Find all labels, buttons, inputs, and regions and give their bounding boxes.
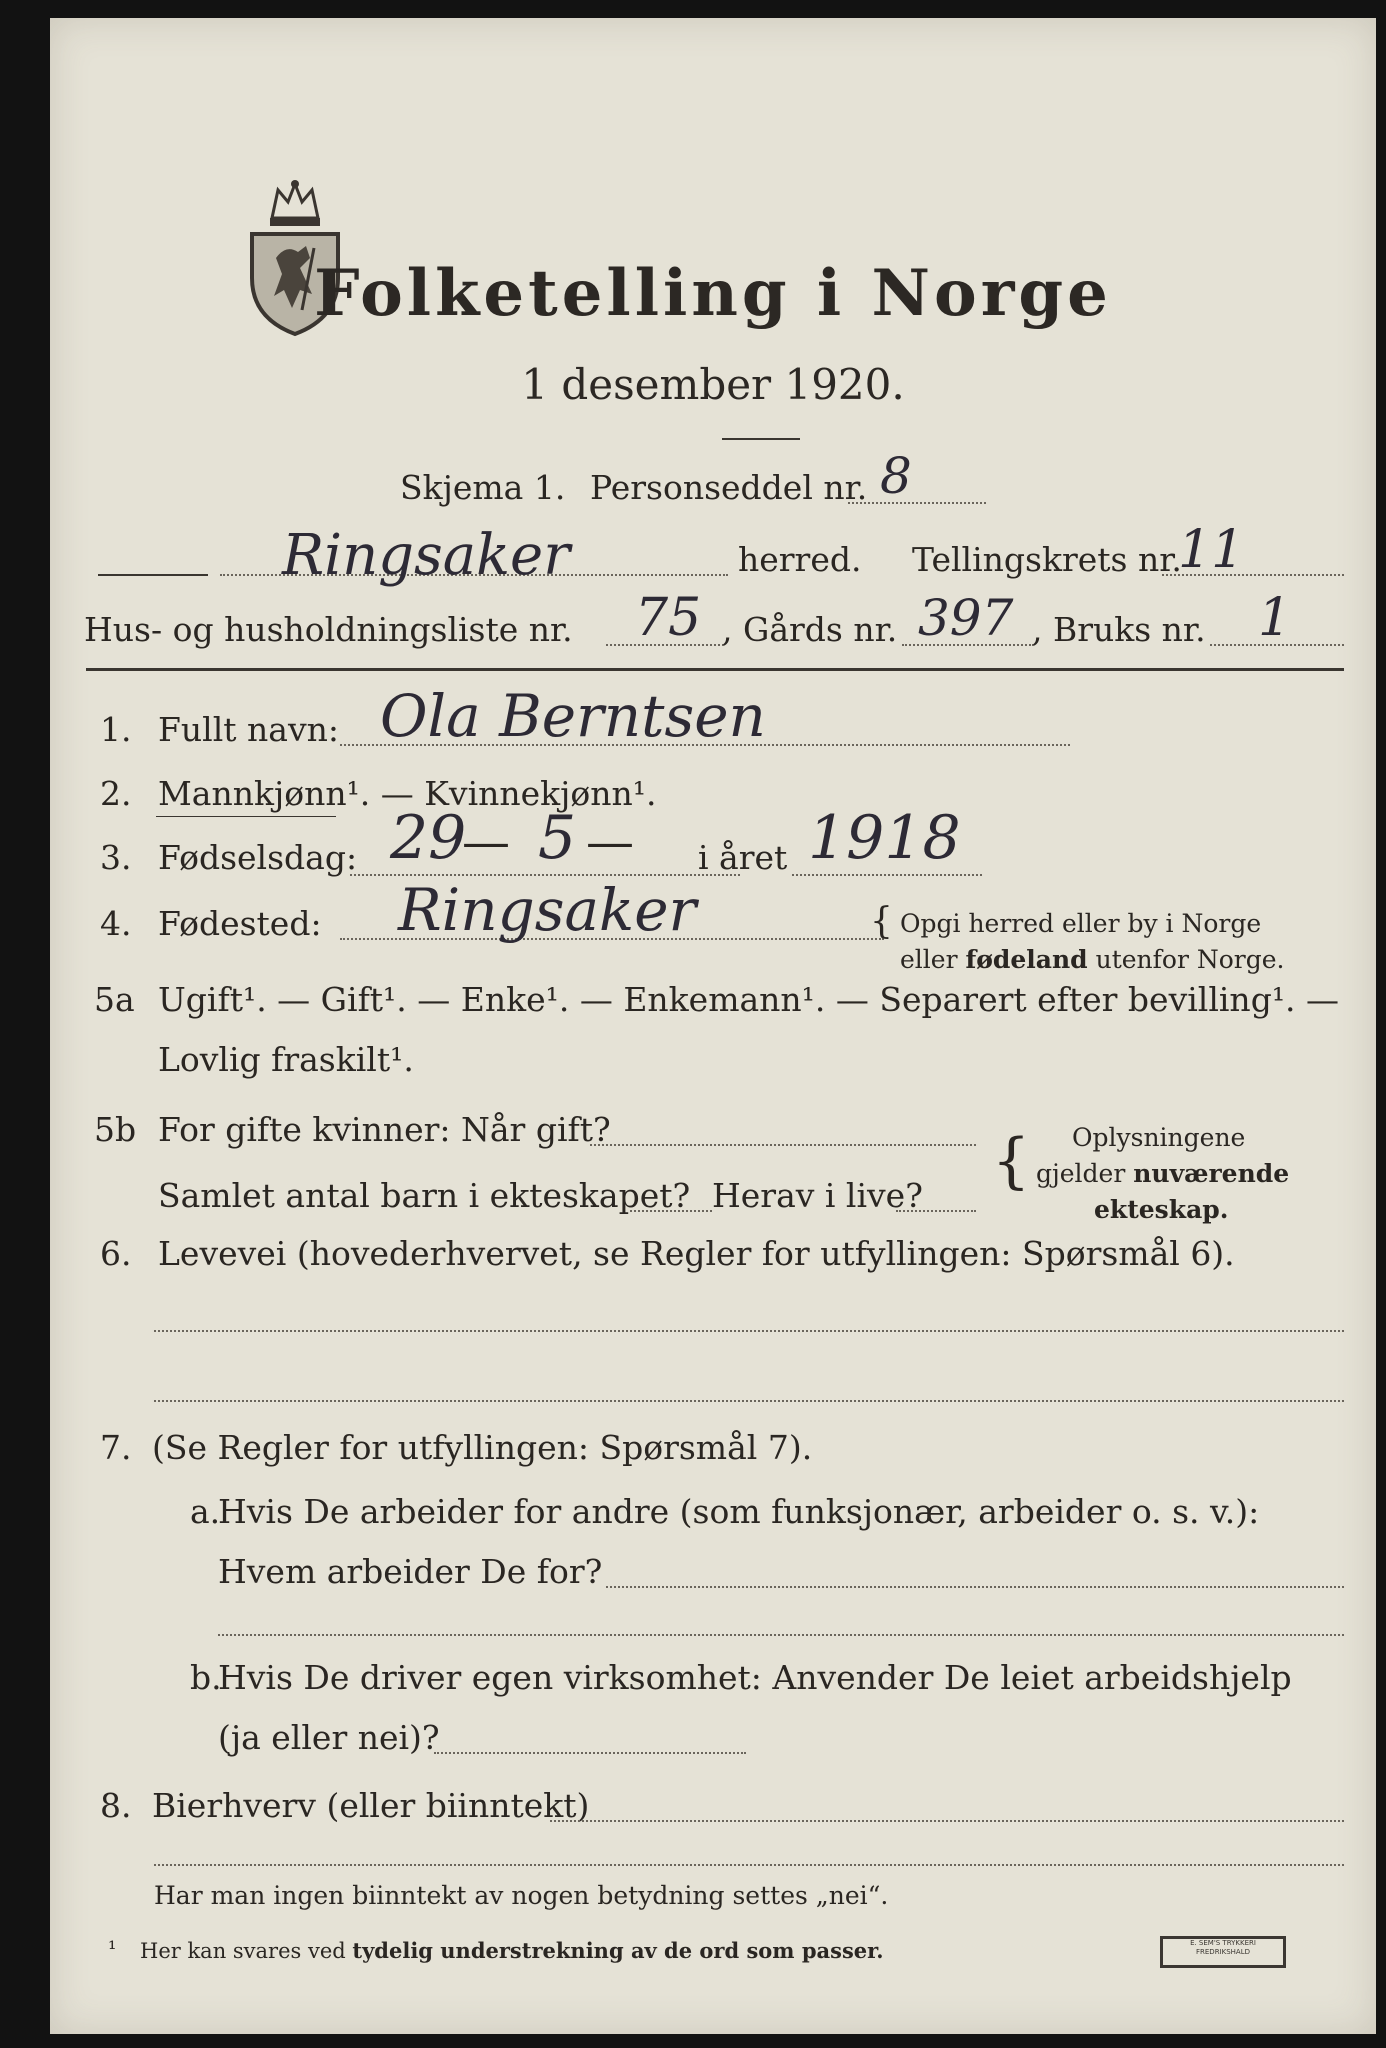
q7b-letter: b. xyxy=(190,1658,222,1697)
herred-leadline xyxy=(98,574,208,576)
bruks-value[interactable]: 1 xyxy=(1258,588,1292,648)
schema-label: Skjema 1. xyxy=(400,468,566,507)
herred-label: herred. xyxy=(738,540,862,579)
form-date: 1 desember 1920. xyxy=(521,360,905,409)
q4-brace: { xyxy=(870,901,893,942)
header-separator xyxy=(86,668,1344,671)
birth-month-value[interactable]: 5 xyxy=(538,803,577,873)
q5b-note2: gjelder nuværende xyxy=(1036,1159,1290,1188)
census-form xyxy=(50,18,1376,2034)
q8-label: Bierhverv (eller biinntekt) xyxy=(152,1786,590,1825)
q5a-number: 5a xyxy=(94,980,135,1019)
q5b-line1: For gifte kvinner: Når gift? xyxy=(158,1110,611,1149)
birth-year-value[interactable]: 1918 xyxy=(808,803,961,873)
q5b-number: 5b xyxy=(94,1110,137,1149)
q4-label: Fødested: xyxy=(158,904,322,943)
q5b-brace: { xyxy=(992,1126,1031,1196)
personseddel-line xyxy=(848,502,986,504)
side-income-line-2 xyxy=(154,1864,1344,1866)
q7-label: (Se Regler for utfyllingen: Spørsmål 7). xyxy=(152,1428,813,1467)
q5b-alive-label: Herav i live? xyxy=(712,1176,923,1215)
personseddel-value[interactable]: 8 xyxy=(880,447,912,505)
husliste-label: Hus- og husholdningsliste nr. xyxy=(84,610,573,649)
occupation-line-2 xyxy=(154,1400,1344,1402)
hired-help-line xyxy=(434,1752,746,1754)
q2-number: 2. xyxy=(100,774,132,813)
q7a-line1: Hvis De arbeider for andre (som funksjonær, arbeider o. s. v.): xyxy=(218,1492,1260,1531)
year-line xyxy=(792,874,982,876)
employer-line-2 xyxy=(218,1634,1344,1636)
side-income-line xyxy=(550,1820,1344,1822)
q6-number: 6. xyxy=(100,1234,132,1273)
q5b-note1: Oplysningene xyxy=(1072,1123,1246,1152)
q7-number: 7. xyxy=(100,1428,132,1467)
gards-label: , Gårds nr. xyxy=(722,610,898,649)
birthplace-value[interactable]: Ringsaker xyxy=(398,876,697,944)
footnote-text: Her kan svares ved tydelig understrekning av de ord som passer. xyxy=(140,1938,884,1963)
birth-day-value[interactable]: 29 xyxy=(390,803,467,873)
occupation-line-1 xyxy=(154,1330,1344,1332)
husliste-value[interactable]: 75 xyxy=(635,588,702,648)
birth-dash-1: — xyxy=(462,814,510,870)
herred-value[interactable]: Ringsaker xyxy=(282,523,570,588)
gender-underline xyxy=(156,816,336,817)
q7a-letter: a. xyxy=(190,1492,221,1531)
q4-note-line1: Opgi herred eller by i Norge xyxy=(900,909,1262,938)
q1-label: Fullt navn: xyxy=(158,710,339,749)
married-when-line xyxy=(590,1144,976,1146)
marital-options-cont: Lovlig fraskilt¹. xyxy=(158,1040,414,1079)
q7b-line1: Hvis De driver egen virksomhet: Anvender De leiet arbeidshjelp xyxy=(218,1658,1292,1697)
children-line xyxy=(630,1210,712,1212)
footnote-mark: ¹ xyxy=(108,1937,117,1961)
q3-label: Fødselsdag: xyxy=(158,838,358,877)
q8-number: 8. xyxy=(100,1786,132,1825)
title-divider xyxy=(722,438,800,440)
q7a-line2: Hvem arbeider De for? xyxy=(218,1552,603,1591)
tellingskrets-label: Tellingskrets nr. xyxy=(912,540,1182,579)
q5b-children-label: Samlet antal barn i ekteskapet? xyxy=(158,1176,691,1215)
gards-value[interactable]: 397 xyxy=(918,589,1014,647)
q3-number: 3. xyxy=(100,838,132,877)
bruks-label: , Bruks nr. xyxy=(1032,610,1206,649)
q6-label: Levevei (hovederhvervet, se Regler for utfyllingen: Spørsmål 6). xyxy=(158,1234,1235,1273)
q1-number: 1. xyxy=(100,710,132,749)
personseddel-label: Personseddel nr. xyxy=(590,468,868,507)
form-title: Folketelling i Norge xyxy=(314,256,1112,331)
full-name-value[interactable]: Ola Berntsen xyxy=(380,682,766,750)
q7b-line2: (ja eller nei)? xyxy=(218,1718,440,1757)
printer-stamp: E. SEM'S TRYKKERI FREDRIKSHALD xyxy=(1160,1936,1286,1968)
q4-note-line2: eller fødeland utenfor Norge. xyxy=(900,945,1285,974)
birth-dash-2: — xyxy=(586,814,634,870)
q8-note: Har man ingen biinntekt av nogen betydning settes „nei“. xyxy=(154,1881,889,1910)
gender-options: Mannkjønn¹. — Kvinnekjønn¹. xyxy=(158,774,657,813)
employer-line xyxy=(606,1586,1344,1588)
q4-number: 4. xyxy=(100,904,132,943)
marital-options: Ugift¹. — Gift¹. — Enke¹. — Enkemann¹. — Separert efter bevilling¹. — xyxy=(158,980,1340,1019)
year-label: i året xyxy=(698,838,788,877)
q5b-note3: ekteskap. xyxy=(1094,1195,1229,1224)
tellingskrets-value[interactable]: 11 xyxy=(1178,520,1245,580)
alive-line xyxy=(896,1210,976,1212)
